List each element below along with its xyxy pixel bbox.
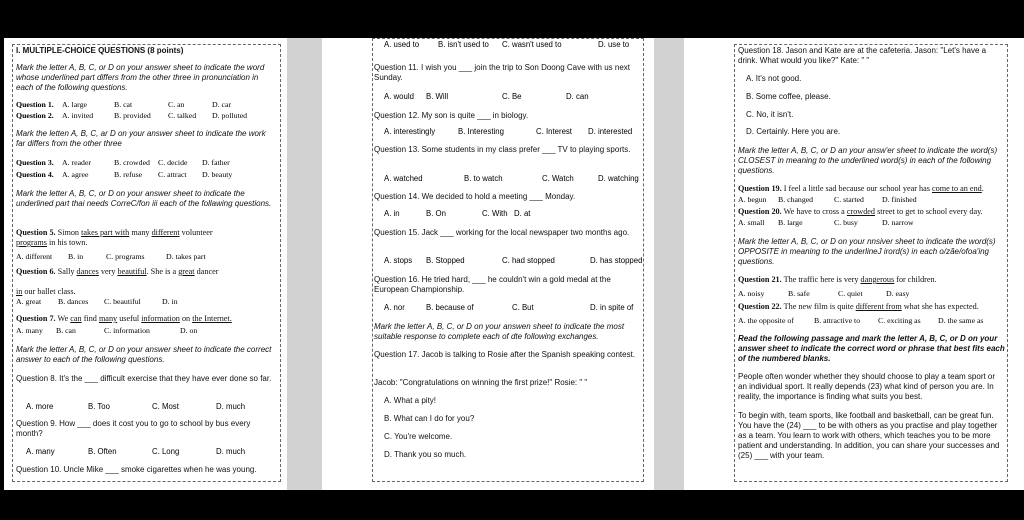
question-label: Question 4.	[16, 170, 54, 179]
stem-text: I feel a little sad because our school year has	[783, 184, 930, 193]
page-gap-left	[287, 38, 322, 490]
question-18-stem: Question 18. Jason and Kate are at the cafeteria. Jason: "Let's have a drink. What would you like?" Kate: " "	[738, 46, 987, 65]
stem-text: street to get to school every day.	[877, 207, 983, 216]
question-label: Question 21.	[738, 275, 782, 284]
option-c: C. information	[104, 326, 150, 335]
stem-text: dancer	[196, 267, 219, 276]
stem-text: useful	[119, 314, 140, 323]
question-16-options	[384, 303, 644, 313]
option-a: A. reader	[62, 158, 92, 167]
option-d: D. much	[216, 447, 246, 456]
stem-text: on	[181, 314, 191, 323]
option-a: A. interestingly	[384, 127, 436, 136]
option-b: B. cat	[114, 100, 133, 109]
option-a: A. used to	[384, 40, 420, 49]
question-13-stem: Question 13. Some students in my class prefer ___ TV to playing sports.	[374, 145, 631, 154]
question-2	[16, 111, 277, 121]
underlined-part: takes part with	[81, 228, 130, 237]
underlined-part: in	[16, 287, 23, 296]
option-b: B. provided	[114, 111, 151, 120]
option-b: B. Some coffee, please.	[746, 92, 831, 101]
stem-text: find	[83, 314, 97, 323]
option-d: D. use to	[598, 40, 630, 49]
question-20-stem	[738, 207, 1024, 217]
question-15-options	[384, 256, 644, 266]
underlined-part: different	[151, 228, 180, 237]
stem-text: The traffic here is very	[783, 275, 859, 284]
question-11-stem: Question 11. I wish you ___ join the trip to Son Doong Cave with us next Sunday.	[374, 63, 630, 82]
passage-paragraph-1: People often wonder whether they should choose to play a team sport or an individual sport. It really depends (23) what kind of person you are. In reality, the importance is finding what suits you best.	[738, 372, 996, 401]
option-b: B. dances	[58, 297, 89, 306]
question-13-options	[384, 174, 644, 184]
document-page-1	[4, 38, 287, 490]
option-a: A. many	[26, 447, 55, 456]
underlined-part: dangerous	[860, 275, 895, 284]
option-b: B. to watch	[464, 174, 503, 183]
option-c: C. started	[834, 195, 864, 204]
option-a: A. small	[738, 218, 765, 227]
option-c: C. wasn't used to	[502, 40, 562, 49]
option-b: B. isn't used to	[438, 40, 489, 49]
option-a: A. more	[26, 402, 54, 411]
question-19-options	[738, 195, 1014, 205]
stem-text: for children.	[896, 275, 937, 284]
option-c: C. Be	[502, 92, 522, 101]
option-c: C. talked	[168, 111, 197, 120]
question-22-options	[738, 316, 1014, 326]
option-a: A. invited	[62, 111, 94, 120]
option-d: D. watching	[598, 174, 639, 183]
option-b: B. What can I do for you?	[384, 414, 475, 423]
question-15-stem: Question 15. Jack ___ working for the local newspaper two months ago.	[374, 228, 630, 237]
option-d: D. in spite of	[590, 303, 634, 312]
stem-text: our ballet class.	[24, 287, 76, 296]
stem-text: volunteer	[181, 228, 213, 237]
document-page-2	[322, 38, 654, 490]
question-label: Question 2.	[16, 111, 54, 120]
stem-text: The new film is quite	[783, 302, 854, 311]
option-d: D. takes part	[166, 252, 206, 261]
stem-text: what she has expected.	[903, 302, 979, 311]
question-5-stem	[16, 228, 277, 248]
option-d: D. Certainly. Here you are.	[746, 127, 841, 136]
option-d: D. polluted	[212, 111, 248, 120]
option-b: B. Will	[426, 92, 449, 101]
option-b: B. refuse	[114, 170, 143, 179]
question-6-options	[16, 297, 277, 307]
underlined-part: information	[141, 314, 180, 323]
question-7-stem	[16, 314, 277, 324]
option-a: A. It's not good.	[746, 74, 802, 83]
question-9-stem: Question 9. How ___ does it cost you to go to school by bus every month?	[16, 419, 251, 438]
option-a: A. What a pity!	[384, 396, 437, 405]
option-c: C. programs	[106, 252, 145, 261]
option-c: C. But	[512, 303, 534, 312]
underlined-part: dances	[76, 267, 99, 276]
option-c: C. Long	[152, 447, 180, 456]
stem-text: . She is a	[146, 267, 177, 276]
option-d: D. beauty	[202, 170, 233, 179]
stem-text: Sally	[57, 267, 75, 276]
question-11-options	[384, 92, 644, 102]
option-a: A. stops	[384, 256, 413, 265]
question-6-stem	[16, 267, 277, 297]
question-label: Question 5.	[16, 228, 56, 237]
question-22-stem	[738, 302, 1006, 312]
option-b: B. changed	[778, 195, 814, 204]
option-c: C. Watch	[542, 174, 574, 183]
option-d: D. has stopped	[590, 256, 643, 265]
stem-text: .	[981, 184, 984, 193]
instruction-stress: Mark the letten A, B, C, ar D on your answer sheet to indicate the work far differs from the other three	[16, 129, 266, 148]
option-b: B. On	[426, 209, 446, 218]
instruction-correct-answer: Mark the letter A, B, C, or D on your answer sheet to indicate the correct answer to each of the following questions.	[16, 345, 272, 364]
question-14-options	[384, 209, 644, 219]
question-8-stem: Question 8. It's the ___ difficult exercise that they have ever done so far.	[16, 374, 272, 383]
option-d: D. finished	[882, 195, 917, 204]
option-d: D. on	[180, 326, 198, 335]
option-b: B. crowded	[114, 158, 150, 167]
instruction-pronunciation: Mark the letter A, B, C, or D on your answer sheet to indicate the word whose underlined part differs from the other three in pronunciation in each of the following questions.	[16, 63, 265, 92]
section-heading: I. MULTIPLE-CHOICE QUESTIONS (8 points)	[16, 46, 184, 55]
question-label: Question 6.	[16, 267, 56, 276]
option-b: B. large	[778, 218, 803, 227]
passage-paragraph-2: To begin with, team sports, like football and basketball, can be great fun. You have the (24) ___ to be with others as you practise and play together as a team. You learn to work with others, which teaches you to be more patient and understanding. In addition, you can share your successes and (25) ___ with your team.	[738, 411, 1000, 460]
question-4	[16, 170, 277, 180]
instruction-closest: Mark the letter A, B, C, or D an your answ'er sheet to indicate the word(s) CLOSEST in meaning to the underlined word(s) in each of the following questions.	[738, 146, 998, 175]
underlined-part: many	[98, 314, 118, 323]
option-d: D. easy	[886, 289, 910, 298]
option-a: A. would	[384, 92, 414, 101]
option-d: D. the same as	[938, 316, 984, 325]
option-b: B. because of	[426, 303, 474, 312]
option-b: B. Stopped	[426, 256, 465, 265]
option-b: B. Interesting	[458, 127, 504, 136]
instruction-error-correction: Mark the letter A, B, C, or D on your answer sheet to indicate the underlined part thai needs CorreC/fon iii each of the follawing questions.	[16, 189, 272, 208]
question-label: Question 22.	[738, 302, 782, 311]
option-d: D. interested	[588, 127, 633, 136]
stem-text: in his town.	[48, 238, 88, 247]
question-16-stem: Question 16. He tried hard, ___ he couldn't win a gold medal at the European Championship.	[374, 275, 611, 294]
underlined-part: great	[178, 267, 195, 276]
instruction-response: Mark the letter A, B, C, or D on your answen sheet to indicate the most suitable response to complete each of dte following exchanges.	[374, 322, 625, 341]
option-c: C. quiet	[838, 289, 863, 298]
option-a: A. watched	[384, 174, 423, 183]
question-label: Question 20.	[738, 207, 782, 216]
option-c: C. an	[168, 100, 185, 109]
question-12-options	[384, 127, 644, 137]
option-c: C. No, it isn't.	[746, 110, 794, 119]
option-a: A. the opposite of	[738, 316, 794, 325]
question-20-options	[738, 218, 1014, 228]
option-c: C. attract	[158, 170, 187, 179]
option-b: B. can	[56, 326, 76, 335]
option-b: B. Often	[88, 447, 117, 456]
option-a: A. different	[16, 252, 53, 261]
question-label: Question 7.	[16, 314, 56, 323]
question-17-stem: Question 17. Jacob is talking to Rosie after the Spanish speaking contest.	[374, 350, 636, 359]
underlined-part: beautiful	[117, 267, 147, 276]
option-a: A. in	[384, 209, 400, 218]
instruction-opposite: Mark the letter A, B, C, or D on your nnsiver sheet to indicate the word(s) OPPOSITE in meaning to the underlineJ irord(s) in each o/zãe/ofoa'ing questions.	[738, 237, 996, 266]
underlined-part: programs	[16, 238, 47, 247]
document-page-3	[684, 38, 1024, 490]
option-d: D. in	[162, 297, 178, 306]
question-3	[16, 158, 277, 168]
stem-text: many	[131, 228, 150, 237]
instruction-passage: Read the following passage and mark the letter A, B, C, or D on your answer sheet to indicate the correct word or phrase that best fits each of the numbered blanks.	[738, 334, 1005, 363]
option-d: D. narrow	[882, 218, 914, 227]
option-c: C. beautiful	[104, 297, 141, 306]
option-d: D. car	[212, 100, 232, 109]
option-c: C. decide	[158, 158, 188, 167]
option-c: C. With	[482, 209, 508, 218]
underlined-part: the Internet.	[192, 314, 232, 323]
option-a: A. nor	[384, 303, 405, 312]
option-c: C. busy	[834, 218, 858, 227]
option-d: D. much	[216, 402, 246, 411]
option-a: A. large	[62, 100, 87, 109]
option-b: B. Too	[88, 402, 110, 411]
option-b: B. attractive to	[814, 316, 861, 325]
stem-text: Simon	[57, 228, 80, 237]
option-c: C. Most	[152, 402, 179, 411]
option-c: C. Interest	[536, 127, 572, 136]
question-10-stem: Question 10. Uncle Mike ___ smoke cigarettes when he was young.	[16, 465, 257, 474]
question-9-options	[16, 447, 277, 457]
question-label: Question 3.	[16, 158, 54, 167]
option-a: A. great	[16, 297, 42, 306]
underlined-part: come to an end	[931, 184, 982, 193]
question-12-stem: Question 12. My son is quite ___ in biology.	[374, 111, 529, 120]
question-label: Question 1.	[16, 100, 54, 109]
option-d: D. can	[566, 92, 589, 101]
question-19-stem	[738, 184, 1024, 194]
question-5-options	[16, 252, 277, 262]
option-d: D. at	[514, 209, 531, 218]
question-8-options	[16, 402, 277, 412]
question-10-options	[384, 40, 644, 50]
option-c: C. You're welcome.	[384, 432, 453, 441]
question-label: Question 19.	[738, 184, 782, 193]
question-7-options	[16, 326, 277, 336]
underlined-part: crowded	[846, 207, 876, 216]
question-14-stem: Question 14. We decided to hold a meeting ___ Monday.	[374, 192, 576, 201]
stem-text: very	[100, 267, 116, 276]
underlined-part: can	[70, 314, 82, 323]
stem-text: We have to cross a	[783, 207, 845, 216]
option-c: C. exciting as	[878, 316, 921, 325]
option-c: C. had stopped	[502, 256, 555, 265]
option-b: B. in	[68, 252, 84, 261]
option-a: A. noisy	[738, 289, 765, 298]
question-21-stem	[738, 275, 1006, 285]
option-a: A. agree	[62, 170, 89, 179]
option-d: D. father	[202, 158, 230, 167]
stem-text: We	[57, 314, 69, 323]
option-d: D. Thank you so much.	[384, 450, 467, 459]
option-a: A. begun	[738, 195, 767, 204]
option-b: B. safe	[788, 289, 810, 298]
page-gap-right	[654, 38, 684, 490]
question-21-options	[738, 289, 1014, 299]
option-a: A. many	[16, 326, 43, 335]
underlined-part: different from	[855, 302, 902, 311]
question-17-dialog: Jacob: "Congratulations on winning the first prize!" Rosie: " "	[374, 378, 588, 387]
question-1	[16, 100, 277, 110]
